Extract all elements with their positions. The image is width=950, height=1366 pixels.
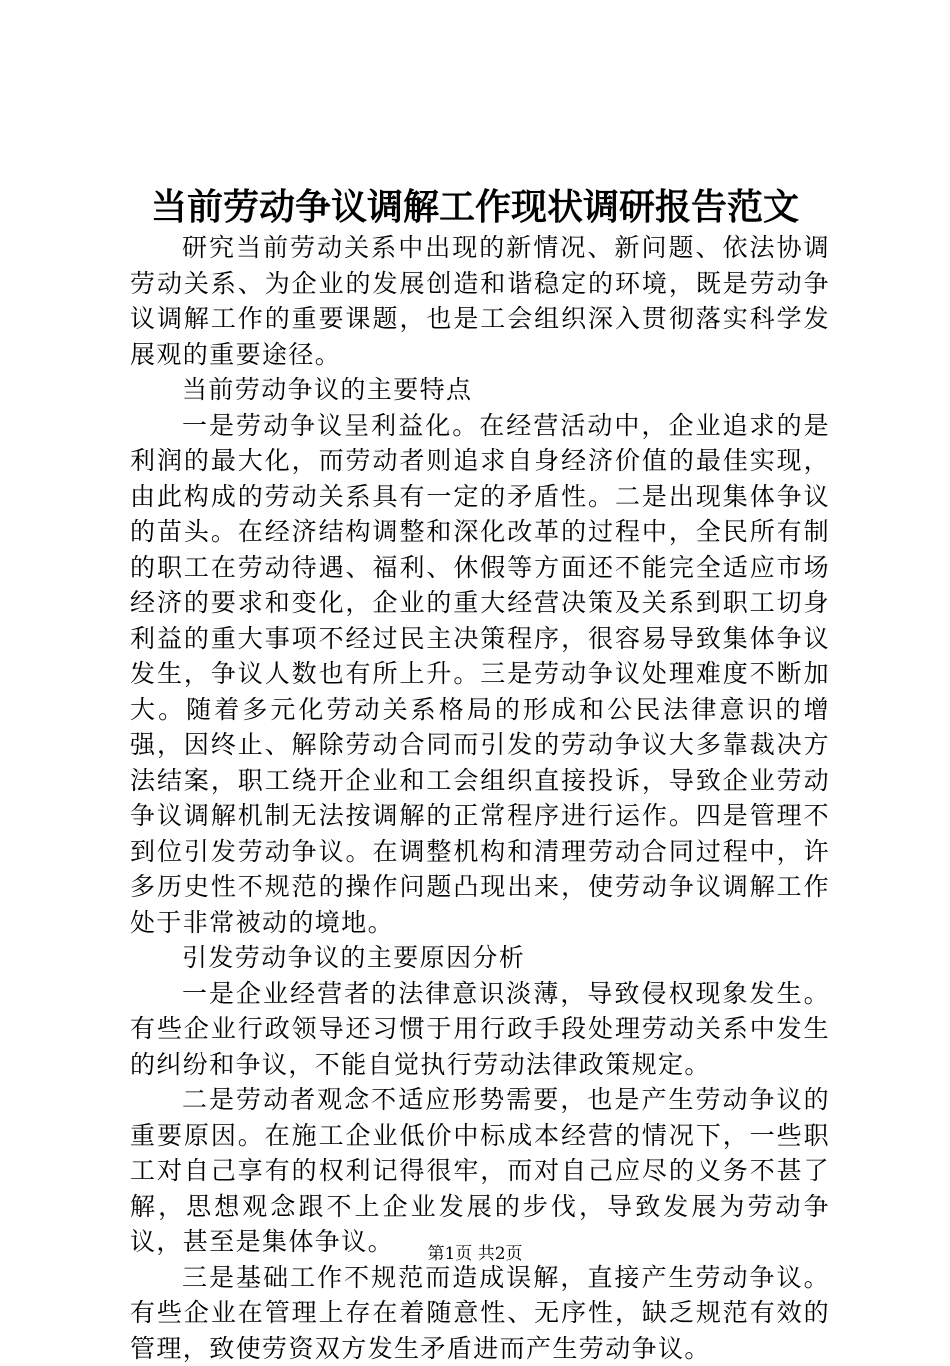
paragraph-features: 一是劳动争议呈利益化。在经营活动中，企业追求的是利润的最大化，而劳动者则追求自身经济价值的最佳实现，由此构成的劳动关系具有一定的矛盾性。二是出现集体争议的苗头。在经济结构调整和深化改革的过程中，全民所有制的职工在劳动待遇、福利、休假等方面还不能完全适应市场经济的要求和变化，企业的重大经营决策及关系到职工切身利益的重大事项不经过民主决策程序，很容易导致集体争议发生，争议人数也有所上升。三是劳动争议处理难度不断加大。随着多元化劳动关系格局的形成和公民法律意识的增强，因终止、解除劳动合同而引发的劳动争议大多靠裁决方法结案，职工绕开企业和工会组织直接投诉，导致企业劳动争议调解机制无法按调解的正常程序进行运作。四是管理不到位引发劳动争议。在调整机构和清理劳动合同过程中，许多历史性不规范的操作问题凸现出来，使劳动争议调解工作处于非常被动的境地。 [130, 408, 830, 941]
section-heading-features: 当前劳动争议的主要特点 [130, 372, 830, 408]
section-heading-causes: 引发劳动争议的主要原因分析 [130, 940, 830, 976]
paragraph-cause-1: 一是企业经营者的法律意识淡薄，导致侵权现象发生。有些企业行政领导还习惯于用行政手段处理劳动关系中发生的纠纷和争议，不能自觉执行劳动法律政策规定。 [130, 976, 830, 1083]
paragraph-cause-2: 二是劳动者观念不适应形势需要，也是产生劳动争议的重要原因。在施工企业低价中标成本经营的情况下，一些职工对自己享有的权利记得很牢，而对自己应尽的义务不甚了解，思想观念跟不上企业发展的步伐，导致发展为劳动争议，甚至是集体争议。 [130, 1082, 830, 1260]
page-number-footer: 第1页 共2页 [0, 1242, 950, 1266]
document-body [130, 230, 830, 1366]
document-title: 当前劳动争议调解工作现状调研报告范文 [0, 183, 950, 231]
paragraph-cause-3: 三是基础工作不规范而造成误解，直接产生劳动争议。有些企业在管理上存在着随意性、无序性，缺乏规范有效的管理，致使劳资双方发生矛盾进而产生劳动争议。 [130, 1260, 830, 1366]
paragraph-intro: 研究当前劳动关系中出现的新情况、新问题、依法协调劳动关系、为企业的发展创造和谐稳定的环境，既是劳动争议调解工作的重要课题，也是工会组织深入贯彻落实科学发展观的重要途径。 [130, 230, 830, 372]
